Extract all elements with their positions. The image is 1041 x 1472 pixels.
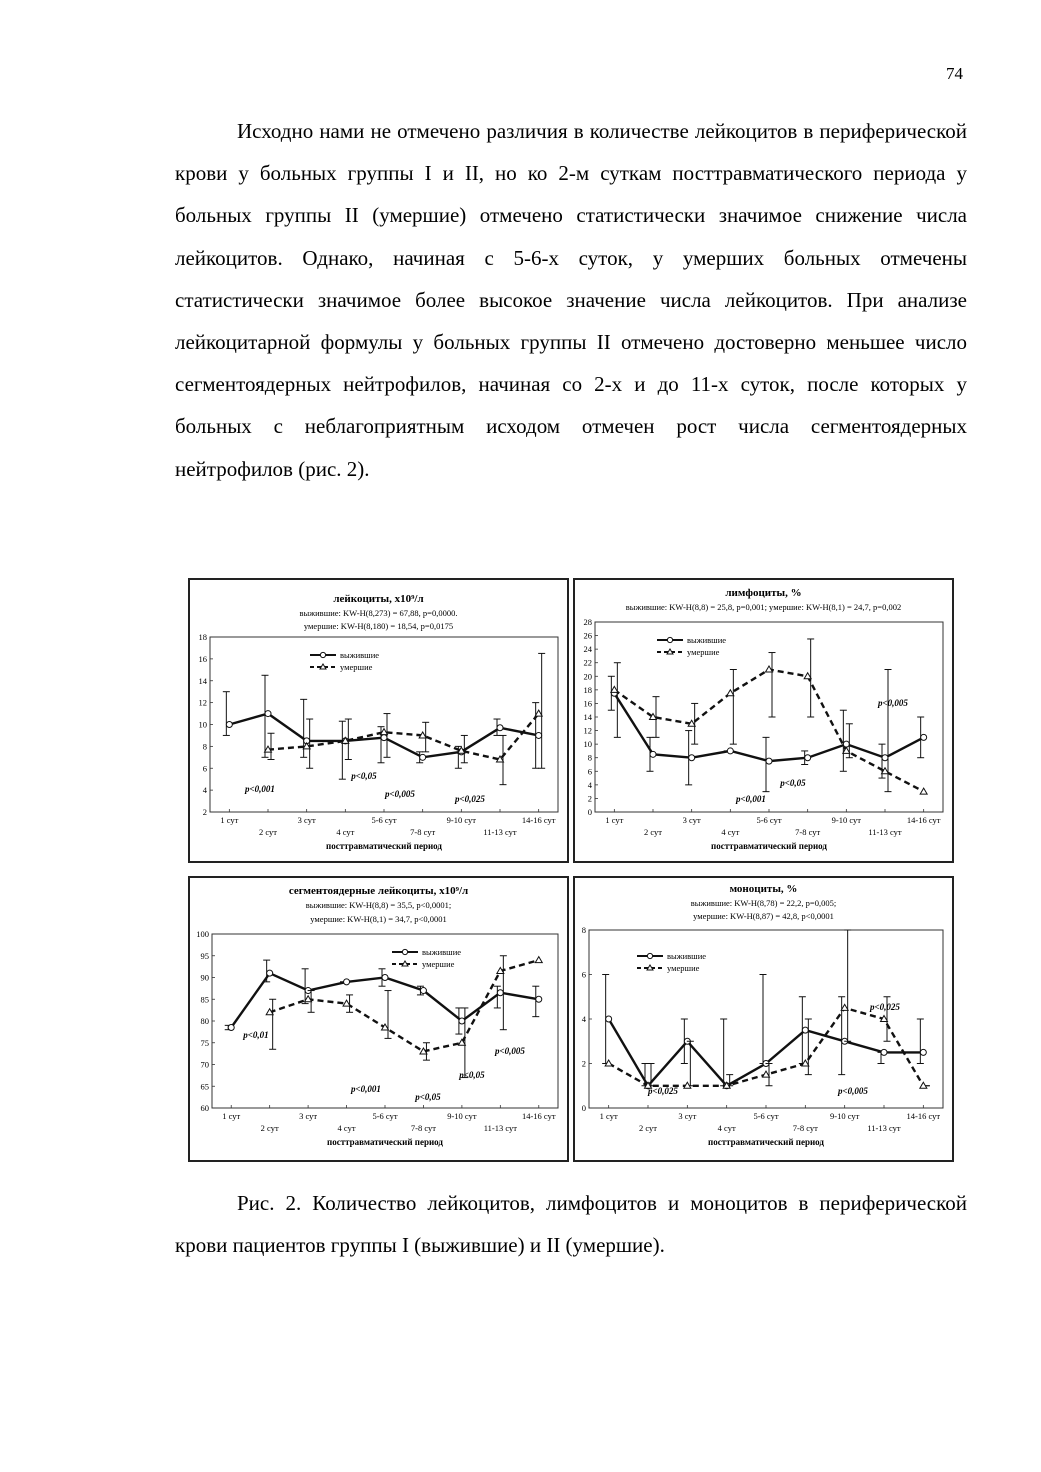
chart-title: моноциты, %: [729, 883, 798, 895]
data-point: [535, 710, 542, 716]
y-tick-label: 12: [198, 697, 207, 708]
data-point: [843, 741, 849, 747]
y-tick-label: 2: [202, 807, 207, 817]
legend-label: выжившие: [667, 951, 707, 961]
x-tick-label: 5-6 сут: [372, 1111, 398, 1121]
p-value-annotation: p<0,025: [870, 1002, 900, 1012]
x-tick-label: 4 сут: [721, 827, 740, 837]
data-point: [420, 754, 426, 760]
chart-monocytes: [575, 878, 952, 1160]
x-tick-label: 4 сут: [337, 1123, 356, 1133]
y-tick-label: 4: [581, 1014, 586, 1024]
x-tick-label: 7-8 сут: [792, 1123, 818, 1133]
x-tick-label: 1 сут: [599, 1111, 618, 1121]
y-tick-label: 14: [198, 675, 207, 686]
x-tick-label: 3 сут: [678, 1111, 697, 1121]
chart-subtitle: выжившие: KW-H(8,273) = 67,88, p=0,0000.: [299, 608, 458, 618]
x-tick-label: 5-6 сут: [371, 815, 397, 825]
y-tick-label: 4: [202, 785, 207, 796]
data-point: [420, 988, 426, 994]
y-tick-label: 18: [583, 684, 592, 695]
chart-panel-segmented: [188, 876, 569, 1162]
figure-2: [188, 578, 954, 1162]
chart-subtitle: выжившие: KW-H(8,78) = 22,2, p=0,005;: [690, 898, 837, 908]
x-tick-label: 11-13 сут: [867, 1123, 901, 1133]
legend-marker: [667, 637, 672, 642]
x-axis-label: посттравматический период: [711, 841, 827, 851]
legend-label: умершие: [687, 647, 720, 657]
x-axis-label: посттравматический период: [326, 841, 442, 851]
p-value-annotation: p<0,05: [459, 1070, 485, 1080]
x-tick-label: 9-10 сут: [829, 1111, 860, 1121]
chart-panel-lymphocytes: [573, 578, 954, 863]
y-tick-label: 6: [581, 969, 586, 980]
y-tick-label: 8: [202, 741, 207, 752]
x-tick-label: 7-8 сут: [795, 827, 821, 837]
data-point: [497, 990, 503, 996]
x-tick-label: 7-8 сут: [410, 827, 436, 837]
chart-segmented: [190, 878, 567, 1160]
y-tick-label: 0: [581, 1103, 586, 1113]
x-tick-label: 4 сут: [336, 827, 355, 837]
figure-caption: Рис. 2. Количество лейкоцитов, лимфоцитов и моноцитов в периферической крови пациентов группы I (выжившие) и II (умершие).: [175, 1191, 967, 1258]
data-point: [920, 788, 927, 794]
x-tick-label: 2 сут: [638, 1123, 658, 1133]
data-point: [381, 735, 387, 741]
legend-label: умершие: [667, 963, 700, 973]
x-tick-label: 9-10 сут: [447, 1111, 477, 1121]
x-axis-label: посттравматический период: [327, 1137, 443, 1147]
p-value-annotation: p<0,001: [351, 1084, 381, 1094]
x-axis-label: посттравматический период: [708, 1137, 824, 1147]
y-tick-label: 14: [583, 712, 592, 722]
y-tick-label: 8: [587, 752, 592, 763]
y-tick-label: 70: [200, 1059, 209, 1070]
x-tick-label: 14-16 сут: [906, 1111, 941, 1121]
data-point: [650, 751, 656, 757]
data-point: [536, 732, 542, 738]
x-tick-label: 5-6 сут: [753, 1111, 779, 1121]
y-tick-label: 16: [198, 653, 207, 664]
p-value-annotation: p<0,005: [838, 1086, 868, 1096]
data-point: [535, 957, 542, 963]
data-point: [265, 711, 271, 717]
data-point: [536, 996, 542, 1002]
legend-label: выжившие: [687, 635, 727, 645]
chart-title: лимфоциты, %: [725, 587, 802, 599]
x-tick-label: 9-10 сут: [446, 815, 477, 825]
chart-subtitle: выжившие: KW-H(8,8) = 35,5, p<0,0001;: [305, 900, 452, 910]
chart-panel-leukocytes: [188, 578, 569, 863]
data-point: [611, 686, 618, 692]
x-tick-label: 11-13 сут: [483, 827, 517, 837]
y-tick-label: 90: [200, 972, 209, 983]
legend-label: выжившие: [340, 650, 380, 660]
legend-label: умершие: [422, 959, 455, 969]
data-point: [689, 755, 695, 761]
x-tick-label: 1 сут: [222, 1111, 241, 1121]
data-point: [606, 1016, 612, 1022]
p-value-annotation: p<0,01: [243, 1030, 269, 1040]
p-value-annotation: p<0,005: [495, 1046, 525, 1056]
chart-subtitle: умершие: KW-H(8,1) = 34,7, p<0,0001: [310, 914, 447, 924]
x-tick-label: 14-16 сут: [906, 815, 941, 825]
series-line-survivors: [231, 973, 539, 1027]
chart-leukocytes: [190, 580, 567, 861]
y-tick-label: 100: [196, 929, 209, 939]
y-tick-label: 6: [202, 763, 207, 774]
x-tick-label: 1 сут: [605, 815, 624, 825]
y-tick-label: 80: [200, 1016, 209, 1026]
x-tick-label: 11-13 сут: [483, 1123, 517, 1133]
y-tick-label: 28: [583, 617, 592, 627]
p-value-annotation: p<0,001: [245, 784, 275, 794]
data-point: [344, 979, 350, 985]
data-point: [459, 1018, 465, 1024]
data-point: [882, 755, 888, 761]
y-tick-label: 4: [587, 779, 592, 790]
y-tick-label: 10: [583, 739, 592, 750]
y-tick-label: 60: [200, 1103, 209, 1113]
data-point: [343, 1000, 350, 1006]
data-point: [920, 1049, 926, 1055]
legend-label: умершие: [340, 662, 373, 672]
x-tick-label: 4 сут: [717, 1123, 736, 1133]
y-tick-label: 2: [587, 793, 592, 804]
x-tick-label: 5-6 сут: [756, 815, 782, 825]
data-point: [382, 975, 388, 981]
p-value-annotation: p<0,05: [351, 771, 377, 781]
p-value-annotation: p<0,05: [415, 1092, 441, 1102]
x-tick-label: 2 сут: [260, 1123, 279, 1133]
x-tick-label: 14-16 сут: [521, 815, 556, 825]
x-tick-label: 2 сут: [643, 827, 663, 837]
data-point: [804, 673, 811, 679]
legend-marker: [647, 953, 652, 958]
y-tick-label: 75: [200, 1037, 209, 1048]
x-tick-label: 14-16 сут: [521, 1111, 556, 1121]
y-tick-label: 22: [583, 657, 592, 668]
chart-subtitle: выжившие: KW-H(8,8) = 25,8, p=0,001; умершие: KW-H(8,1) = 24,7, p=0,002: [625, 602, 902, 612]
x-tick-label: 2 сут: [258, 827, 278, 837]
chart-title: лейкоциты, x10⁹/л: [333, 593, 424, 605]
series-line-deceased: [614, 670, 923, 792]
chart-subtitle: умершие: KW-H(8,87) = 42,8, p<0,0001: [693, 911, 834, 921]
data-point: [727, 748, 733, 754]
y-tick-label: 0: [587, 807, 592, 817]
x-tick-label: 1 сут: [220, 815, 239, 825]
data-point: [802, 1027, 808, 1033]
y-tick-label: 6: [587, 766, 592, 777]
legend-label: выжившие: [422, 947, 462, 957]
x-tick-label: 3 сут: [297, 815, 316, 825]
chart-title: сегментоядерные лейкоциты, x10⁹/л: [288, 885, 469, 897]
y-tick-label: 65: [200, 1081, 209, 1092]
y-tick-label: 18: [198, 632, 207, 642]
y-tick-label: 24: [583, 644, 592, 655]
p-value-annotation: p<0,05: [780, 778, 806, 788]
body-paragraph: Исходно нами не отмечено различия в количестве лейкоцитов в периферической крови у больных группы I и II, но ко 2-м суткам посттравматического периода у больных группы II (умершие) отмечено статистически значимое снижение числа лейкоцитов. Однако, начиная с 5-6-х суток, у умерших больных отмечены статистически значимое более высокое значение числа лейкоцитов. При анализе лейкоцитарной формулы у больных группы II отмечено достоверно меньшее число сегментоядерных нейтрофилов, начиная со 2-х и до 11-х суток, после которых у больных с неблагоприятным исходом отмечен рост числа сегментоядерных нейтрофилов (рис. 2).: [175, 119, 967, 481]
y-tick-label: 2: [581, 1058, 586, 1069]
p-value-annotation: p<0,001: [736, 794, 766, 804]
data-point: [921, 734, 927, 740]
y-tick-label: 85: [200, 994, 209, 1005]
data-point: [497, 725, 503, 731]
chart-lymphocytes: [575, 580, 952, 861]
y-tick-label: 12: [583, 725, 592, 736]
legend-marker: [402, 949, 407, 954]
p-value-annotation: p<0,025: [455, 794, 485, 804]
data-point: [766, 758, 772, 764]
data-point: [267, 970, 273, 976]
y-tick-label: 95: [200, 950, 209, 961]
x-tick-label: 7-8 сут: [410, 1123, 436, 1133]
page-number: 74: [946, 64, 963, 83]
x-tick-label: 9-10 сут: [831, 815, 862, 825]
y-tick-label: 10: [198, 719, 207, 730]
legend-marker: [320, 652, 325, 657]
x-tick-label: 11-13 сут: [868, 827, 902, 837]
chart-subtitle: умершие: KW-H(8,180) = 18,54, p=0,0175: [303, 621, 454, 631]
y-tick-label: 8: [581, 925, 586, 935]
data-point: [228, 1025, 234, 1031]
x-tick-label: 3 сут: [682, 815, 701, 825]
series-line-deceased: [268, 714, 539, 760]
data-point: [805, 755, 811, 761]
data-point: [226, 722, 232, 728]
y-tick-label: 20: [583, 671, 592, 682]
p-value-annotation: p<0,005: [878, 698, 908, 708]
data-point: [881, 1049, 887, 1055]
y-tick-label: 16: [583, 698, 592, 709]
p-value-annotation: p<0,025: [648, 1086, 678, 1096]
x-tick-label: 3 сут: [299, 1111, 318, 1121]
y-tick-label: 26: [583, 630, 592, 641]
p-value-annotation: p<0,005: [385, 789, 415, 799]
chart-panel-monocytes: [573, 876, 954, 1162]
data-point: [727, 690, 734, 696]
